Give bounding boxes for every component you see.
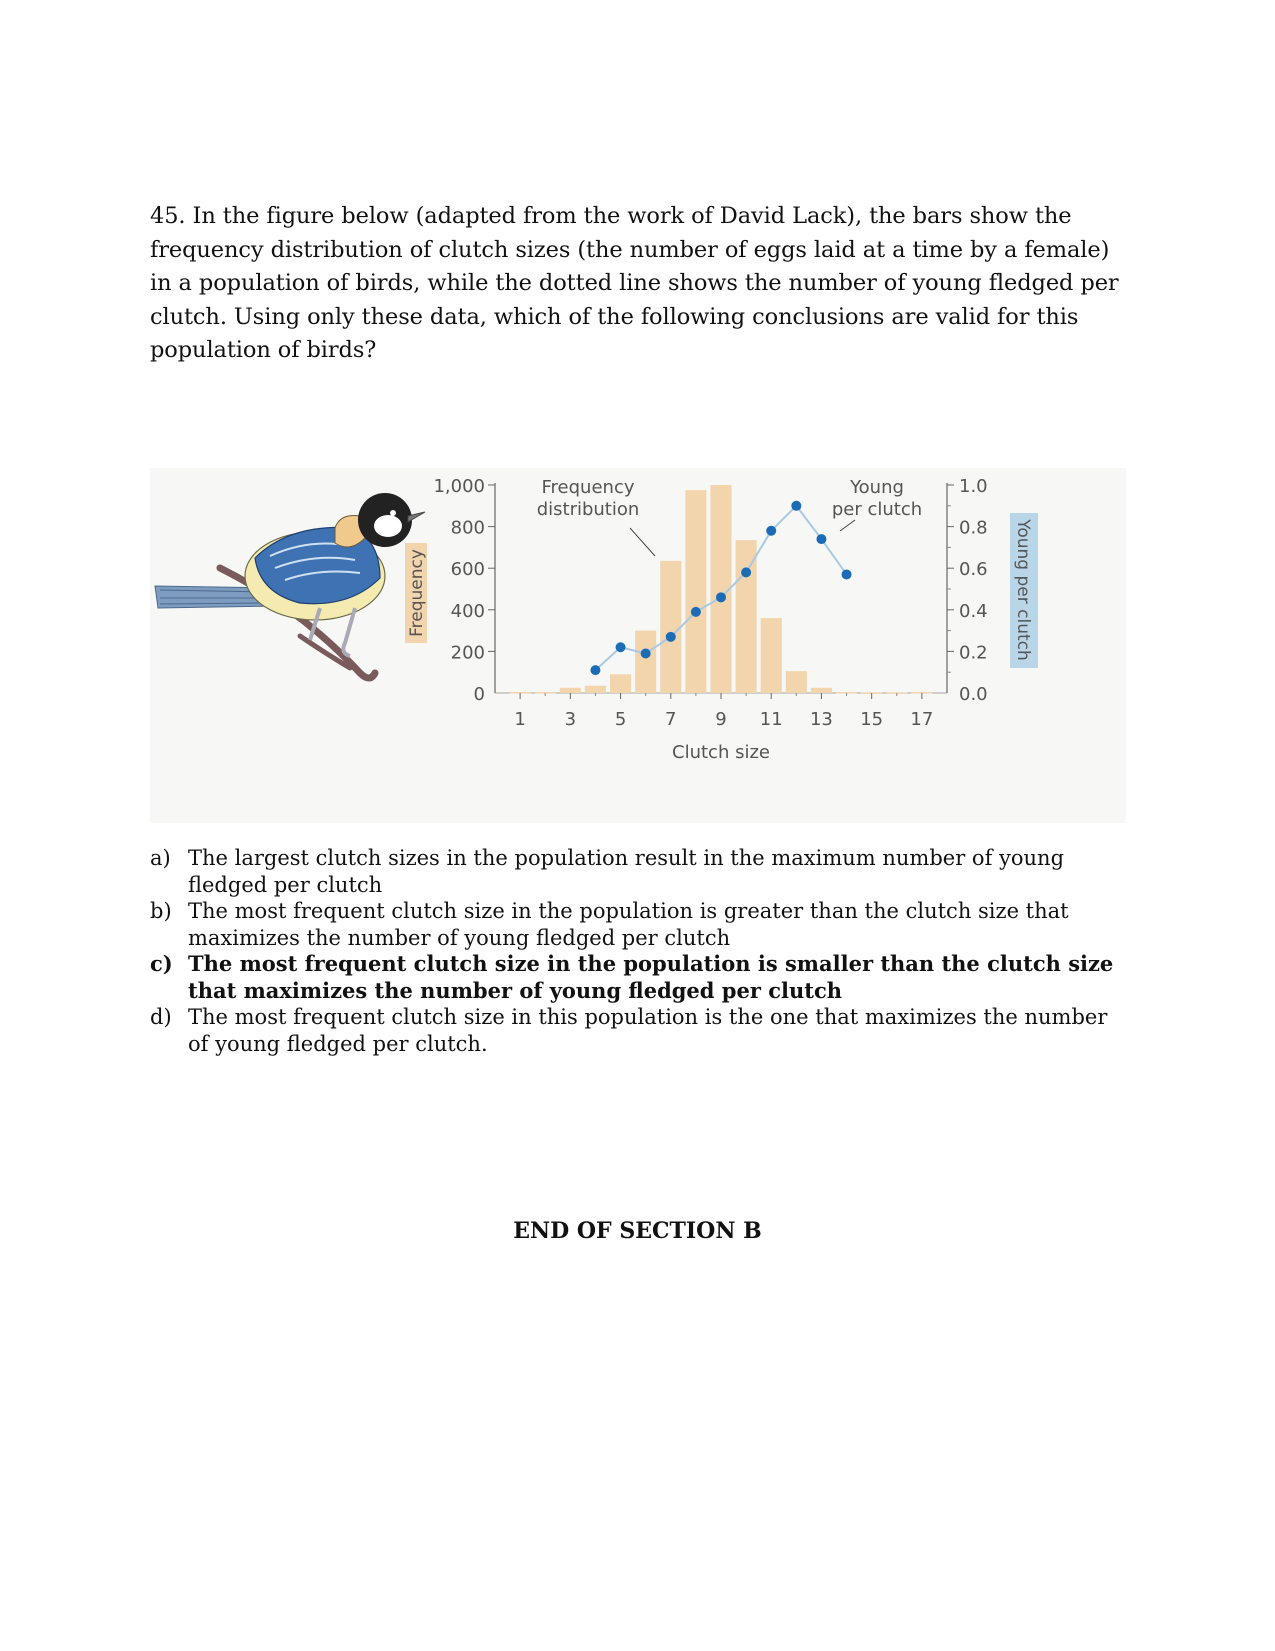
option-c[interactable] bbox=[150, 951, 1125, 1004]
x-tick-label: 9 bbox=[715, 709, 727, 730]
option-b-letter: b) bbox=[150, 899, 172, 923]
x-tick-label: 5 bbox=[614, 709, 627, 730]
clutch-size-chart bbox=[150, 468, 1126, 823]
bar-clutch-6 bbox=[635, 631, 656, 693]
point-clutch-5 bbox=[616, 642, 626, 652]
annotation-line-pointer bbox=[840, 520, 855, 531]
bar-clutch-12 bbox=[786, 671, 807, 693]
x-tick-label: 17 bbox=[910, 709, 934, 730]
bar-clutch-5 bbox=[610, 674, 631, 693]
bar-clutch-3 bbox=[560, 688, 581, 693]
y2-tick-label: 0.4 bbox=[959, 600, 988, 622]
option-a-letter: a) bbox=[150, 846, 171, 870]
point-clutch-4 bbox=[590, 665, 600, 675]
point-clutch-12 bbox=[791, 501, 801, 511]
annotation-bars: Frequency distribution bbox=[536, 477, 640, 520]
bar-clutch-10 bbox=[736, 540, 757, 693]
y2-tick-label: 0.0 bbox=[959, 684, 988, 705]
point-clutch-6 bbox=[641, 648, 651, 658]
x-tick-label: 11 bbox=[759, 709, 783, 730]
x-tick-label: 15 bbox=[860, 709, 884, 730]
option-d-text: The most frequent clutch size in this population is the one that maximizes the number of young fledged per clutch. bbox=[188, 1005, 1108, 1056]
option-a-text: The largest clutch sizes in the population result in the maximum number of young fledged per clutch bbox=[188, 846, 1065, 897]
option-d[interactable] bbox=[150, 1004, 1125, 1057]
y-tick-label: 400 bbox=[450, 600, 485, 622]
x-tick-label: 1 bbox=[514, 709, 526, 730]
y-axis-label: Frequency bbox=[407, 549, 427, 637]
option-d-letter: d) bbox=[150, 1005, 172, 1029]
figure bbox=[150, 468, 1126, 823]
y-tick-label: 800 bbox=[450, 517, 485, 539]
annotation-line: Young per clutch bbox=[831, 477, 923, 520]
y2-tick-label: 0.2 bbox=[959, 642, 988, 664]
y2-tick-label: 1.0 bbox=[959, 476, 988, 497]
option-b-text: The most frequent clutch size in the population is greater than the clutch size that maximizes the number of young fledged per clutch bbox=[188, 899, 1069, 950]
option-b[interactable] bbox=[150, 898, 1125, 951]
y2-tick-label: 0.6 bbox=[959, 559, 988, 581]
bar-clutch-4 bbox=[585, 686, 606, 693]
option-c-letter: c) bbox=[150, 951, 173, 976]
bar-clutch-11 bbox=[761, 618, 782, 693]
point-clutch-9 bbox=[716, 592, 726, 602]
y2-tick-label: 0.8 bbox=[959, 517, 988, 539]
bar-clutch-7 bbox=[660, 561, 681, 693]
x-tick-label: 7 bbox=[665, 709, 677, 730]
option-c-text: The most frequent clutch size in the population is smaller than the clutch size that maximizes the number of young fledged per clutch bbox=[188, 951, 1114, 1003]
point-clutch-8 bbox=[691, 607, 701, 617]
y-tick-label: 600 bbox=[450, 559, 485, 581]
question-text: 45. In the figure below (adapted from the work of David Lack), the bars show the frequency distribution of clutch sizes (the number of eggs laid at a time by a female) in a population of birds, while the dotted line shows the number of young fledged per clutch. Using only these data, which of the following conclusions are valid for this population of birds? bbox=[150, 203, 1119, 363]
x-tick-label: 13 bbox=[809, 709, 833, 730]
bar-clutch-13 bbox=[811, 688, 832, 693]
point-clutch-10 bbox=[741, 567, 751, 577]
point-clutch-7 bbox=[666, 632, 676, 642]
bird-illustration bbox=[155, 493, 425, 678]
option-a[interactable] bbox=[150, 845, 1125, 898]
end-of-section-label: END OF SECTION B bbox=[513, 1218, 762, 1244]
y2-axis-label: Young per clutch bbox=[1013, 519, 1033, 661]
point-clutch-13 bbox=[816, 534, 826, 544]
bar-clutch-8 bbox=[685, 490, 706, 693]
annotation-bars-pointer bbox=[630, 528, 655, 556]
point-clutch-14 bbox=[842, 569, 852, 579]
point-clutch-11 bbox=[766, 526, 776, 536]
x-tick-label: 3 bbox=[564, 709, 577, 730]
x-axis-label: Clutch size bbox=[672, 742, 770, 763]
answer-options bbox=[150, 845, 1125, 1057]
y-tick-label: 1,000 bbox=[433, 476, 485, 497]
y-tick-label: 200 bbox=[450, 642, 485, 664]
y-tick-label: 0 bbox=[473, 684, 485, 705]
